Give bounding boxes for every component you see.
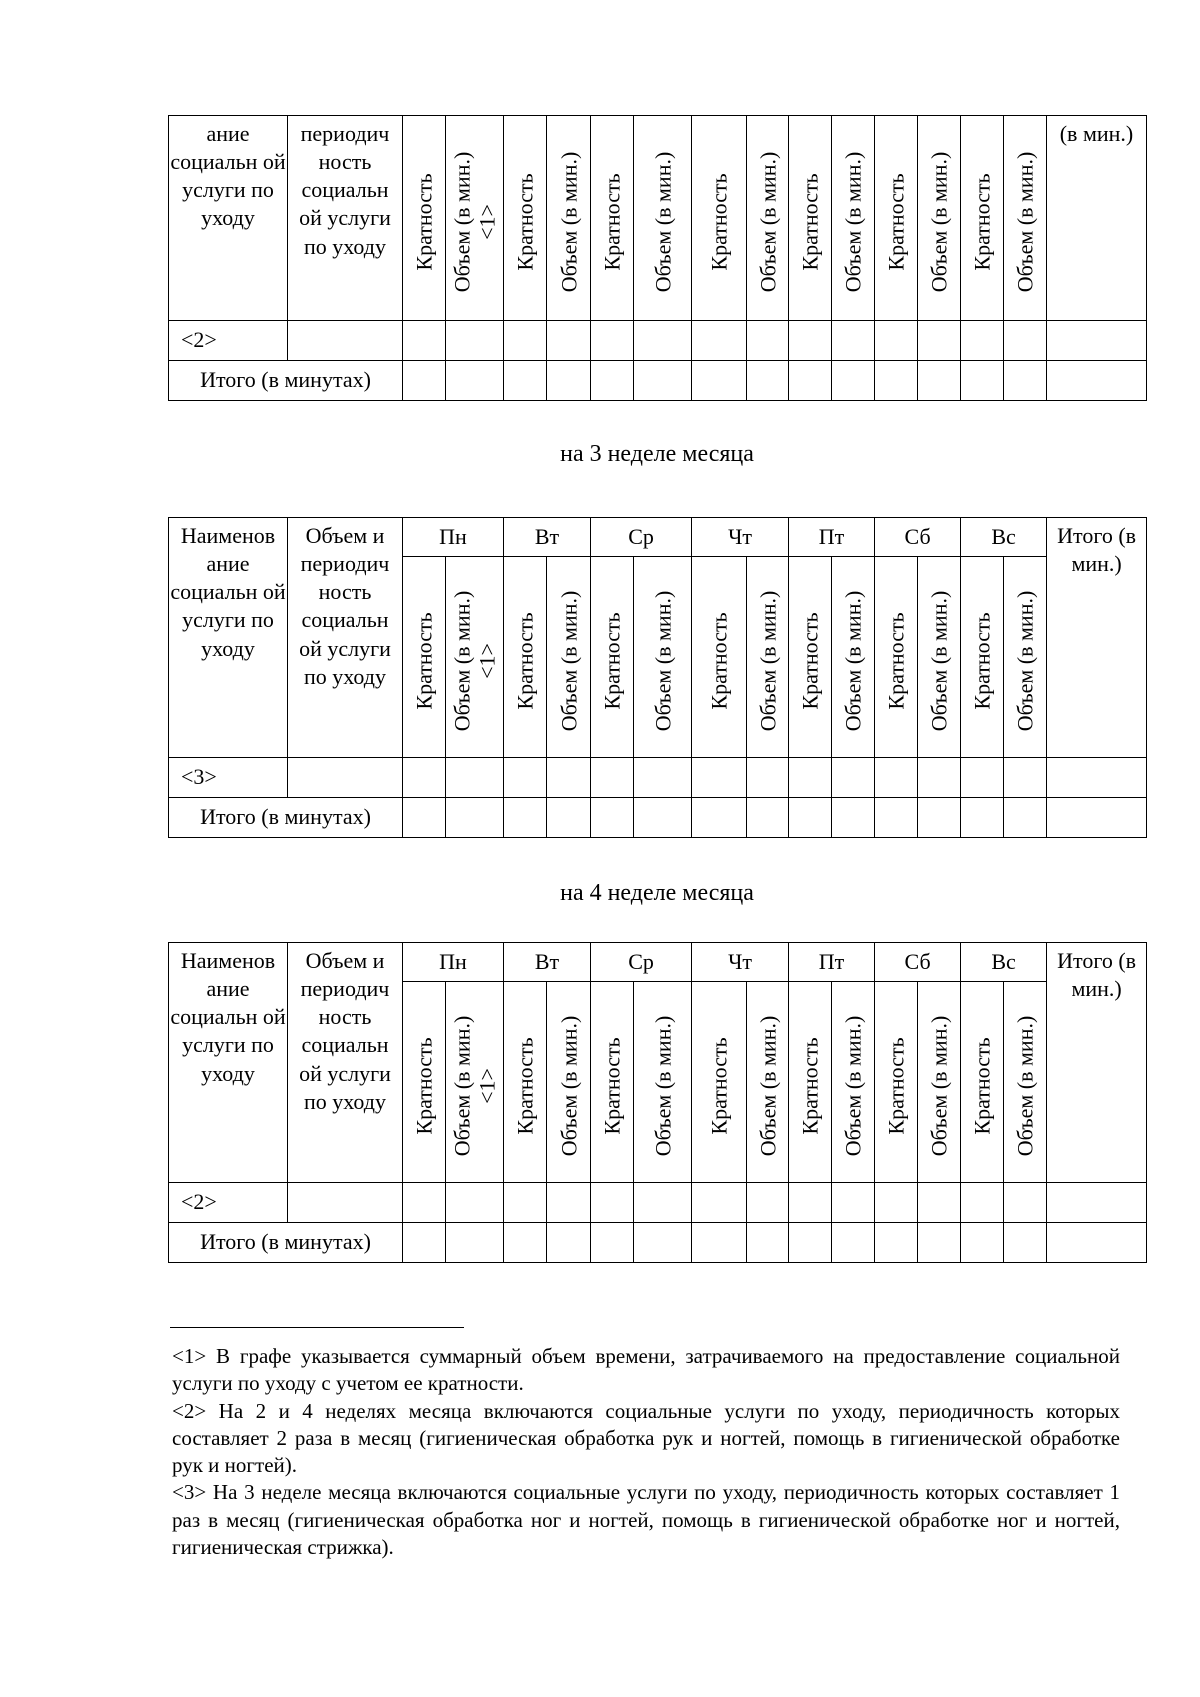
day-header-sun: Вс bbox=[961, 518, 1047, 557]
header-total: Итого (в мин.) bbox=[1047, 943, 1147, 1183]
subheader-krat-mon: Кратность bbox=[403, 982, 446, 1183]
day-header-sun: Вс bbox=[961, 943, 1047, 982]
subheader-obem-fri: Объем (в мин.) bbox=[832, 116, 875, 321]
subheader-obem-sat: Объем (в мин.) bbox=[918, 982, 961, 1183]
footnote-3: <3> На 3 неделе месяца включаются социальные услуги по уходу, периодичность которых составляет 1 раз в месяц (гигиеническая обработка ног и ногтей, помощь в гигиенической обработке ног и ногтей, гигиеническая стрижка). bbox=[172, 1480, 1120, 1560]
subheader-krat-fri: Кратность bbox=[789, 557, 832, 758]
day-header-thu: Чт bbox=[692, 943, 789, 982]
day-header-fri: Пт bbox=[789, 518, 875, 557]
subheader-krat-tue: Кратность bbox=[504, 982, 547, 1183]
subheader-obem-wed: Объем (в мин.) bbox=[634, 116, 692, 321]
day-header-wed: Ср bbox=[591, 943, 692, 982]
row-label: <2> bbox=[169, 1183, 288, 1223]
subheader-krat-sun: Кратность bbox=[961, 982, 1004, 1183]
total-row-label: Итого (в минутах) bbox=[169, 361, 403, 401]
subheader-obem-tue: Объем (в мин.) bbox=[547, 557, 591, 758]
subheader-krat-fri: Кратность bbox=[789, 982, 832, 1183]
subheader-obem-sun: Объем (в мин.) bbox=[1004, 982, 1047, 1183]
header-total: Итого (в мин.) bbox=[1047, 518, 1147, 758]
header-service-periodicity: периодич ность социальн ой услуги по уходу bbox=[288, 116, 403, 321]
table-row bbox=[169, 1183, 1147, 1223]
total-row bbox=[169, 1223, 1147, 1263]
subheader-krat-thu: Кратность bbox=[692, 557, 747, 758]
header-total: (в мин.) bbox=[1047, 116, 1147, 321]
subheader-obem-mon: Объем (в мин.) <1> bbox=[446, 116, 504, 321]
subheader-krat-mon: Кратность bbox=[403, 116, 446, 321]
total-row-label: Итого (в минутах) bbox=[169, 798, 403, 838]
subheader-krat-sat: Кратность bbox=[875, 116, 918, 321]
subheader-obem-sat: Объем (в мин.) bbox=[918, 116, 961, 321]
row-label: <2> bbox=[169, 321, 288, 361]
day-header-mon: Пн bbox=[403, 943, 504, 982]
subheader-obem-tue: Объем (в мин.) bbox=[547, 982, 591, 1183]
subheader-krat-fri: Кратность bbox=[789, 116, 832, 321]
subheader-obem-thu: Объем (в мин.) bbox=[747, 982, 789, 1183]
day-header-sat: Сб bbox=[875, 518, 961, 557]
header-service-name: Наименов ание социальн ой услуги по уходу bbox=[169, 943, 288, 1183]
subheader-krat-sat: Кратность bbox=[875, 557, 918, 758]
subheader-obem-fri: Объем (в мин.) bbox=[832, 982, 875, 1183]
subheader-obem-thu: Объем (в мин.) bbox=[747, 557, 789, 758]
subheader-obem-fri: Объем (в мин.) bbox=[832, 557, 875, 758]
subheader-krat-wed: Кратность bbox=[591, 557, 634, 758]
subheader-krat-thu: Кратность bbox=[692, 982, 747, 1183]
day-header-wed: Ср bbox=[591, 518, 692, 557]
day-header-tue: Вт bbox=[504, 943, 591, 982]
footnotes bbox=[172, 1343, 1120, 1561]
day-header-thu: Чт bbox=[692, 518, 789, 557]
subheader-krat-sun: Кратность bbox=[961, 116, 1004, 321]
subheader-obem-wed: Объем (в мин.) bbox=[634, 982, 692, 1183]
day-header-mon: Пн bbox=[403, 518, 504, 557]
table-row bbox=[169, 758, 1147, 798]
row-label: <3> bbox=[169, 758, 288, 798]
subheader-krat-thu: Кратность bbox=[692, 116, 747, 321]
subheader-krat-sat: Кратность bbox=[875, 982, 918, 1183]
week-3-title: на 3 неделе месяца bbox=[560, 441, 754, 467]
footnote-2: <2> На 2 и 4 неделях месяца включаются социальные услуги по уходу, периодичность которых составляет 2 раза в месяц (гигиеническая обработка рук и ногтей, помощь в гигиенической обработке рук и ногтей). bbox=[172, 1398, 1120, 1478]
subheader-obem-sun: Объем (в мин.) bbox=[1004, 557, 1047, 758]
header-service-name: ание социальн ой услуги по уходу bbox=[169, 116, 288, 321]
total-row bbox=[169, 798, 1147, 838]
day-header-sat: Сб bbox=[875, 943, 961, 982]
footnote-separator bbox=[170, 1327, 464, 1328]
subheader-krat-wed: Кратность bbox=[591, 116, 634, 321]
header-service-periodicity: Объем и периодич ность социальн ой услуги по уходу bbox=[288, 518, 403, 758]
subheader-obem-sun: Объем (в мин.) bbox=[1004, 116, 1047, 321]
subheader-obem-thu: Объем (в мин.) bbox=[747, 116, 789, 321]
subheader-krat-tue: Кратность bbox=[504, 557, 547, 758]
subheader-obem-mon: Объем (в мин.) <1> bbox=[446, 982, 504, 1183]
schedule-table-week-2 bbox=[168, 115, 1147, 401]
total-row bbox=[169, 361, 1147, 401]
subheader-krat-wed: Кратность bbox=[591, 982, 634, 1183]
total-row-label: Итого (в минутах) bbox=[169, 1223, 403, 1263]
header-service-periodicity: Объем и периодич ность социальн ой услуги по уходу bbox=[288, 943, 403, 1183]
subheader-krat-tue: Кратность bbox=[504, 116, 547, 321]
subheader-obem-mon: Объем (в мин.) <1> bbox=[446, 557, 504, 758]
subheader-obem-sat: Объем (в мин.) bbox=[918, 557, 961, 758]
week-4-title: на 4 неделе месяца bbox=[560, 880, 754, 906]
day-header-tue: Вт bbox=[504, 518, 591, 557]
table-row bbox=[169, 321, 1147, 361]
subheader-obem-wed: Объем (в мин.) bbox=[634, 557, 692, 758]
subheader-krat-mon: Кратность bbox=[403, 557, 446, 758]
day-header-fri: Пт bbox=[789, 943, 875, 982]
subheader-obem-tue: Объем (в мин.) bbox=[547, 116, 591, 321]
footnote-1: <1> В графе указывается суммарный объем времени, затрачиваемого на предоставление социальной услуги по уходу с учетом ее кратности. bbox=[172, 1344, 1120, 1396]
subheader-krat-sun: Кратность bbox=[961, 557, 1004, 758]
header-service-name: Наименов ание социальн ой услуги по уходу bbox=[169, 518, 288, 758]
schedule-table-week-4 bbox=[168, 942, 1147, 1263]
schedule-table-week-3 bbox=[168, 517, 1147, 838]
